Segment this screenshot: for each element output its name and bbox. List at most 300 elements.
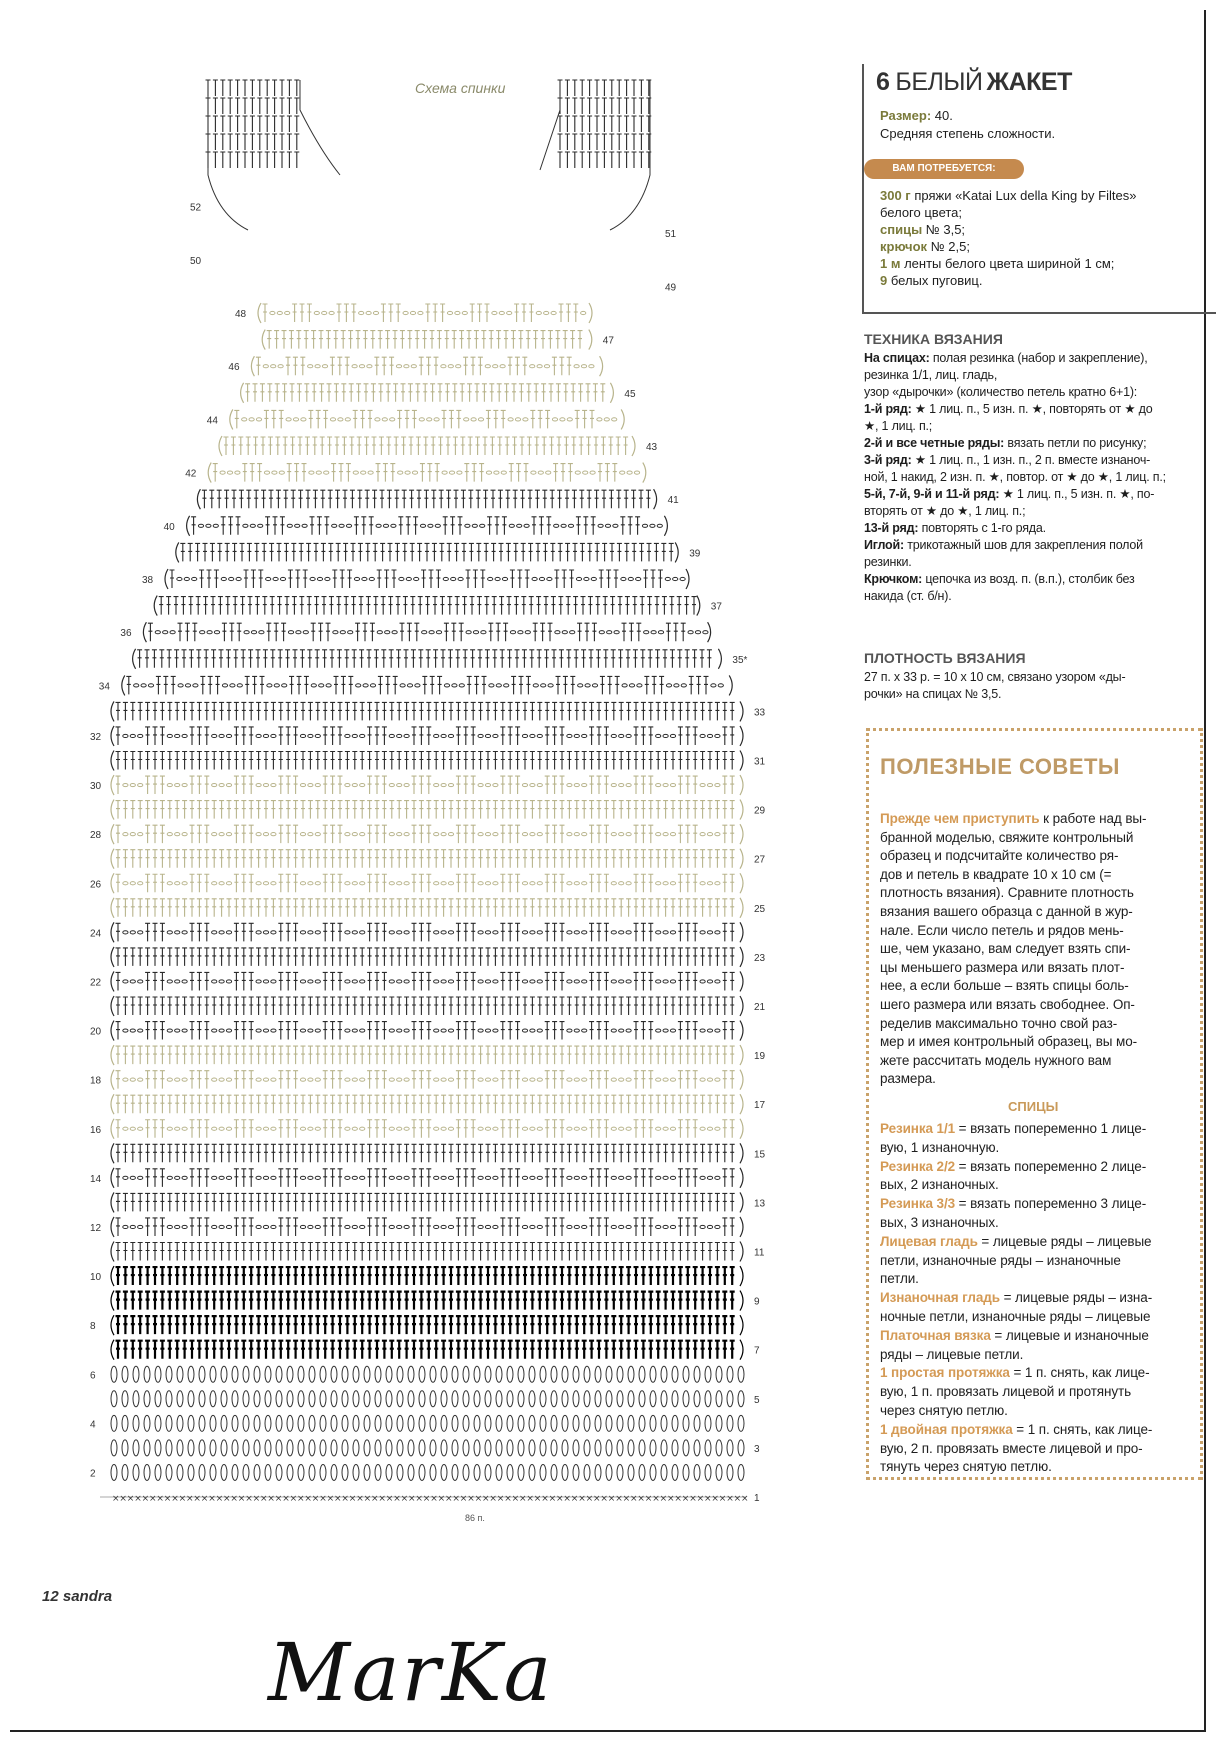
technique-line [864,503,1025,520]
tips-intro-text: вязания вашего образца с данной в жур- [880,904,1133,919]
technique-line-label: 1-й ряд: [864,402,912,416]
svg-text:×: × [363,1494,372,1504]
technique-line [864,418,932,435]
row-number-right: 13 [754,1198,766,1210]
svg-text:×: × [496,1494,505,1504]
tips-def-text: ночные петли, изнаночные ряды – лицевые [880,1309,1151,1324]
svg-text:×: × [467,1494,475,1504]
svg-text:×: × [489,1494,497,1504]
tips-def-line [880,1176,999,1195]
technique-line [864,384,1137,401]
row-number-right: 19 [754,1051,766,1063]
svg-text:×: × [149,1494,157,1504]
technique-line [864,588,952,605]
tips-def-term: Резинка 2/2 [880,1158,956,1174]
svg-text:×: × [289,1494,298,1504]
tips-intro-text: бранной моделью, свяжите контрольный [880,829,1134,845]
svg-text:×: × [578,1494,586,1504]
tips-def-term: Лицевая гладь [880,1233,978,1249]
row-number-right: 41 [667,495,679,507]
technique-line-text: узор «дырочки» (количество петель кратно 6+1): [864,385,1138,399]
chart-row-6 [111,1366,744,1382]
tips-def-text: ряды – лицевые петли. [880,1346,1024,1362]
chart-row-44 [230,409,624,429]
svg-text:×: × [348,1494,357,1504]
right-strap [558,80,652,168]
chart-row-9 [111,1291,743,1311]
technique-line-label: Иглой: [864,538,904,552]
row-number-left: 2 [90,1468,96,1480]
technique-line-text: вязать петли по рисунку; [1004,436,1147,450]
tips-def-line [880,1421,1152,1440]
tips-intro-line [880,1033,1137,1052]
tips-def-text: через снятую петлю. [880,1403,1008,1418]
tips-intro-highlight: Прежде чем приступить [880,811,1040,826]
chart-row-2 [111,1464,744,1480]
svg-text:×: × [630,1494,638,1504]
svg-text:×: × [208,1494,216,1504]
tips-def-text: вых, 2 изнаночных. [880,1177,999,1193]
svg-text:×: × [156,1494,164,1504]
material-label: 300 г [880,188,911,203]
tips-def-text: = вязать попеременно 1 лице- [955,1121,1147,1136]
svg-text:×: × [519,1494,527,1504]
svg-text:×: × [230,1494,238,1504]
chart-row-4 [111,1415,744,1431]
tips-def-line [880,1139,999,1158]
tips-def-line [880,1270,919,1289]
material-label: 1 м [880,256,901,271]
technique-line [864,435,1146,452]
row-number-left: 48 [235,309,247,320]
crochet-chart [90,60,860,1530]
tips-intro-line [880,884,1134,903]
svg-text:×: × [223,1494,231,1504]
chart-row-39 [176,542,678,562]
row-number-left: 16 [90,1124,102,1136]
svg-text:×: × [482,1494,490,1504]
chart-row-11 [111,1242,743,1262]
material-line [880,204,962,221]
density-title: ПЛОТНОСТЬ ВЯЗАНИЯ [864,650,1026,666]
svg-text:×: × [600,1494,608,1504]
tips-def-text: вых, 3 изнаночных. [880,1215,999,1230]
tips-title: ПОЛЕЗНЫЕ СОВЕТЫ [880,754,1120,779]
svg-text:×: × [459,1494,468,1504]
tips-intro-line [880,847,1118,866]
svg-text:×: × [548,1494,557,1504]
tips-intro-line [880,810,1146,829]
technique-line-label: 13-й ряд: [864,521,919,535]
svg-text:×: × [711,1494,719,1504]
tips-def-line [880,1383,1131,1402]
technique-line [864,350,1148,367]
row-number-left: 12 [90,1222,102,1234]
tips-def-term: 1 двойная протяжка [880,1421,1013,1437]
svg-text:×: × [696,1494,705,1504]
tips-intro-line [880,922,1124,941]
tips-box-left-border [866,728,869,1480]
technique-line-text: ★ 1 лиц. п., 5 изн. п. ★, по- [999,487,1155,501]
tips-intro-text: образец и подсчитайте количество ря- [880,848,1119,864]
tips-intro-text: жете рассчитать модель нужного вам [880,1052,1112,1068]
row-number-right: 43 [646,442,658,453]
technique-line-text: резинки. [864,555,912,569]
tips-def-text: = вязать попеременно 3 лице- [955,1196,1147,1212]
tips-def-text: петли. [880,1271,919,1287]
tips-intro-line [880,959,1124,978]
svg-text:×: × [445,1494,453,1504]
svg-text:×: × [637,1494,645,1504]
chart-caption: 86 п. [465,1513,485,1523]
tips-def-line [880,1402,1008,1421]
technique-line [864,537,1143,554]
row-number-right: 33 [754,707,766,719]
chart-row-43 [219,436,635,456]
tips-def-text: = 1 п. снять, как лице- [1009,1365,1150,1381]
svg-text:×: × [511,1494,520,1504]
material-text: ленты белого цвета шириной 1 см; [904,256,1115,271]
svg-text:×: × [533,1494,542,1504]
difficulty: Средняя степень сложности. [880,126,1056,141]
model-title [876,68,1072,97]
svg-text:×: × [504,1494,512,1504]
page-footer: 12 sandra [42,1588,113,1605]
technique-title: ТЕХНИКА ВЯЗАНИЯ [864,331,1003,347]
svg-text:×: × [652,1494,660,1504]
chart-row-10 [111,1266,743,1286]
svg-text:×: × [141,1494,150,1504]
svg-text:×: × [134,1494,142,1504]
signature-watermark: MarKa [268,1626,554,1719]
tips-def-line [880,1346,1023,1365]
row-number-right: 39 [689,548,701,560]
material-text: № 2,5; [930,239,970,254]
row-number-left: 50 [190,255,202,267]
need-pill: ВАМ ПОТРЕБУЕТСЯ: [864,159,1024,179]
svg-text:×: × [356,1494,364,1504]
svg-text:×: × [385,1494,394,1504]
technique-line-text: накида (ст. б/н). [864,589,952,603]
technique-line [864,367,997,384]
chart-title: Схема спинки [415,80,506,96]
svg-text:×: × [126,1494,135,1504]
row-number-left: 20 [90,1026,102,1038]
technique-line-text: полая резинка (набор и закрепление), [929,351,1148,365]
technique-line-text: ★ 1 лиц. п., 1 изн. п., 2 п. вместе изнаноч- [911,453,1151,467]
row-number-right: 35* [732,654,748,666]
technique-line [864,554,912,571]
technique-line [864,520,1046,537]
tips-def-text: петли, изнаночные ряды – изнаночные [880,1252,1121,1268]
svg-text:×: × [334,1494,342,1504]
size-label: Размер: [880,108,932,123]
chart-row-29 [111,800,743,820]
row-number-right: 51 [665,229,677,241]
chart-row-25 [111,898,743,918]
tips-def-text: = 1 п. снять, как лице- [1012,1421,1153,1437]
technique-line-label: 2-й и все четные ряды: [864,436,1005,450]
tips-def-line [880,1233,1151,1252]
density-line: рочки» на спицах № 3,5. [864,687,1002,701]
svg-text:×: × [119,1494,127,1504]
row-number-right: 37 [710,601,722,613]
svg-text:×: × [304,1494,312,1504]
svg-text:×: × [563,1494,571,1504]
tips-intro-line [880,940,1130,959]
row-number-left: 26 [90,879,102,891]
chart-row-12 [111,1217,743,1237]
svg-text:×: × [237,1494,246,1504]
row-number-left: 44 [206,415,218,427]
technique-line-label: 3-й ряд: [864,453,912,467]
chart-row-48 [258,303,592,323]
svg-text:×: × [452,1494,460,1504]
model-title-word2: ЖАКЕТ [986,68,1072,96]
row-number-left: 46 [228,362,240,374]
technique-line-label: На спицах: [864,351,930,365]
row-number-right: 21 [754,1002,766,1013]
svg-text:×: × [437,1494,446,1504]
svg-text:×: × [718,1494,727,1504]
row-number-right: 15 [754,1149,766,1161]
technique-line-text: трикотажный шов для закрепления полой [903,538,1143,552]
left-strap-edge [208,80,340,230]
row-number-right: 5 [754,1394,760,1406]
tips-def-line [880,1252,1121,1271]
material-text: № 3,5; [925,222,966,237]
svg-text:×: × [667,1494,675,1504]
chart-row-20 [111,1021,743,1041]
svg-text:×: × [733,1494,742,1504]
svg-text:×: × [585,1494,594,1504]
chart-row-21 [111,996,743,1016]
row-number-left: 6 [90,1370,96,1382]
chart-row-17 [111,1094,743,1114]
material-line [880,272,982,289]
svg-text:×: × [474,1494,483,1504]
tips-intro-text: нале. Если число петель и рядов мень- [880,922,1124,938]
tips-intro-line [880,1070,936,1089]
svg-text:×: × [282,1494,290,1504]
row-number-left: 42 [185,468,197,480]
svg-text:×: × [689,1494,697,1504]
svg-text:×: × [245,1494,253,1504]
technique-line-text: ной, 1 накид, 2 изн. п. ★, повтор. от ★ до ★, 1 лиц. п.; [864,470,1166,484]
chart-row-5 [111,1391,744,1407]
row-number-left: 28 [90,830,102,842]
material-label: спицы [880,222,923,237]
chart-row-41 [197,489,656,509]
svg-text:×: × [408,1494,416,1504]
chart-row-23 [111,947,743,967]
chart-row-8 [111,1315,743,1335]
svg-text:×: × [741,1494,749,1504]
svg-text:×: × [371,1494,379,1504]
row-number-left: 14 [90,1173,102,1185]
svg-text:×: × [252,1494,261,1504]
svg-text:×: × [311,1494,320,1504]
tips-def-text: = лицевые и изнаночные [990,1327,1149,1343]
chart-row-13 [111,1192,743,1212]
tips-def-line [880,1458,1052,1477]
model-title-word1: БЕЛЫЙ [895,68,983,96]
row-number-left: 24 [90,928,102,940]
svg-text:×: × [615,1494,623,1504]
svg-text:×: × [400,1494,409,1504]
tips-def-term: 1 простая протяжка [880,1365,1010,1381]
row-number-left: 40 [163,521,175,533]
technique-line [864,571,1135,588]
row-number-left: 38 [142,575,154,586]
material-label: 9 [880,273,888,288]
chart-row-7 [111,1340,743,1360]
tips-def-text: тянуть через снятую петлю. [880,1459,1052,1475]
tips-def-line [880,1289,1152,1308]
svg-text:×: × [341,1494,349,1504]
tips-def-line [880,1120,1146,1139]
row-number-left: 34 [98,681,110,693]
svg-text:×: × [200,1494,209,1504]
tips-def-text: вую, 1 п. провязать лицевой и протянуть [880,1384,1132,1400]
svg-text:×: × [526,1494,534,1504]
tips-def-line [880,1364,1150,1383]
row-number-right: 31 [754,756,766,768]
svg-text:×: × [215,1494,224,1504]
chart-row-40 [187,516,668,536]
tips-intro-line [880,1052,1111,1071]
tips-intro-text: ше, чем указано, вам следует взять спи- [880,941,1131,957]
svg-text:×: × [326,1494,335,1504]
technique-line-text: повторять с 1-го ряда. [918,521,1046,535]
svg-text:×: × [593,1494,601,1504]
tips-intro-line [880,829,1133,848]
chart-row-32 [111,726,743,746]
chart-row-24 [111,922,743,942]
chart-row-30 [111,775,743,795]
material-line [880,238,970,255]
material-text: белых пуговиц. [890,273,983,288]
material-line [880,255,1114,272]
tips-intro-text: размера. [880,1071,936,1087]
chart-row-26 [111,873,743,893]
row-number-left: 8 [90,1321,96,1333]
row-number-left: 36 [120,628,132,640]
chart-row-14 [111,1168,743,1188]
svg-text:×: × [193,1494,201,1504]
material-label: крючок [880,239,928,254]
chart-row-42 [208,463,646,483]
tips-intro-text: нее, а если больше – взять спицы боль- [880,978,1129,994]
svg-text:×: × [163,1494,172,1504]
technique-line [864,469,1166,486]
tips-intro-line [880,903,1133,922]
chart-row-16 [111,1119,743,1139]
tips-intro-text: дов и петель в квадрате 10 х 10 см (= [880,866,1112,882]
svg-text:×: × [178,1494,187,1504]
tips-def-line [880,1214,999,1233]
chart-row-37 [154,596,700,616]
row-number-right: 47 [602,335,614,347]
row-number-right: 17 [754,1100,766,1112]
tips-intro-text: мер и имея контрольный образец, вы мо- [880,1034,1138,1050]
chart-row-34 [122,675,732,695]
svg-text:×: × [319,1494,327,1504]
tips-intro-text: плотность вязания). Сравните плотность [880,885,1134,901]
row-number-right: 23 [754,952,766,964]
row-number-right: 3 [754,1443,760,1455]
tips-def-line [880,1308,1150,1327]
technique-line-text: вторять от ★ до ★, 1 лиц. п.; [864,504,1026,518]
chart-row-15 [111,1143,743,1163]
spoke-title: СПИЦЫ [1008,1099,1059,1114]
chart-row-47 [262,330,592,350]
technique-line [864,452,1150,469]
tips-def-line [880,1440,1143,1459]
chart-row-18 [111,1070,743,1090]
tips-intro-line [880,866,1111,885]
left-strap [206,80,300,168]
technique-line-label: 5-й, 7-й, 9-й и 11-й ряд: [864,487,1000,501]
svg-text:×: × [260,1494,268,1504]
material-text: пряжи «Katai Lux della King by Filtes» [914,188,1137,203]
tips-def-line [880,1158,1146,1177]
svg-text:×: × [422,1494,431,1504]
tips-def-text: вую, 2 п. провязать вместе лицевой и про- [880,1440,1143,1456]
row-number-right: 11 [754,1247,765,1259]
svg-text:×: × [704,1494,712,1504]
svg-text:×: × [267,1494,275,1504]
svg-text:×: × [393,1494,401,1504]
svg-text:×: × [644,1494,653,1504]
model-header-box [862,64,1216,314]
chart-row-33 [111,701,743,721]
technique-line-text: ★ 1 лиц. п., 5 изн. п. ★, повторять от ★ до [911,402,1153,416]
svg-text:×: × [171,1494,179,1504]
tips-def-text: = лицевые ряды – лицевые [977,1233,1152,1249]
technique-line [864,486,1154,503]
svg-text:×: × [570,1494,579,1504]
chart-row-36 [143,622,710,642]
chart-row-19 [111,1045,743,1065]
row-number-right: 25 [754,903,766,915]
svg-text:×: × [659,1494,668,1504]
row-number-right: 29 [754,805,766,817]
row-number-left: 22 [90,977,102,989]
row-number-right: 27 [754,854,766,866]
tips-intro-text: ределив максимально точно свой раз- [880,1015,1118,1031]
technique-line-text: цепочка из возд. п. (в.п.), столбик без [922,572,1135,586]
tips-intro-line [880,996,1135,1015]
technique-line [864,401,1152,418]
tips-def-text: = лицевые ряды – изна- [999,1290,1153,1306]
tips-def-term: Платочная вязка [880,1327,991,1343]
svg-text:×: × [607,1494,616,1504]
svg-text:×: × [726,1494,734,1504]
svg-text:×: × [674,1494,682,1504]
row-number-right: 45 [624,388,636,400]
chart-row-46 [251,356,602,376]
row-number-right: 1 [754,1493,760,1504]
svg-text:×: × [274,1494,283,1504]
tips-def-text: вую, 1 изнаночную. [880,1139,1000,1155]
technique-line-label: Крючком: [864,572,923,586]
tips-def-term: Резинка 3/3 [880,1196,956,1212]
svg-text:×: × [415,1494,423,1504]
size-line [880,107,953,124]
row-number-right: 49 [665,282,677,294]
row-number-right: 7 [754,1345,760,1357]
